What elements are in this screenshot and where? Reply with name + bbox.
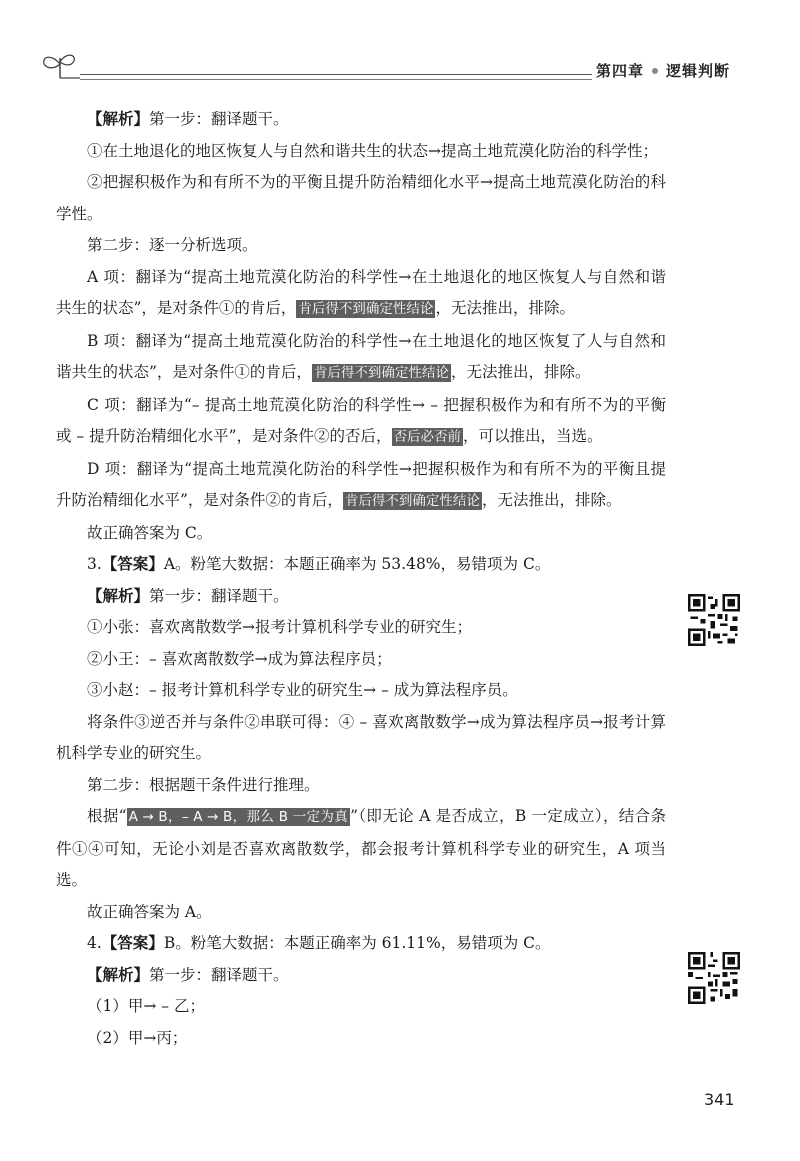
highlight: 肯后得不到确定性结论 xyxy=(313,365,449,381)
step-text: 第一步：翻译题干。 xyxy=(149,110,289,128)
option-text: ，无法推出，排除。 xyxy=(435,299,575,317)
highlight: 肯后得不到确定性结论 xyxy=(344,493,480,509)
q3-chain: 将条件③逆否并与条件②串联可得：④ – 喜欢离散数学→成为算法程序员→报考计算机科学专业的研究生。 xyxy=(56,712,666,762)
answer-text: B。粉笔大数据：本题正确率为 61.11%，易错项为 C。 xyxy=(163,934,551,952)
chapter-title xyxy=(596,60,730,81)
question-number: 3. xyxy=(87,555,102,573)
q3-reasoning xyxy=(56,801,666,897)
header-rule xyxy=(80,74,592,75)
highlight: A → B，– A → B，那么 B 一定为真 xyxy=(128,809,349,825)
option-text: C 项：翻译为“– 提高土地荒漠化防治的科学性→ – 把握积极作为和有所不为的平衡或 – 提升防治精细化水平”，是对条件②的否后， xyxy=(56,395,666,445)
reasoning-text: 根据“ xyxy=(87,807,127,825)
q3-condition-3: ③小赵：– 报考计算机科学专业的研究生→ – 成为算法程序员。 xyxy=(87,681,518,699)
sprout-icon xyxy=(40,48,80,80)
q2-condition-2: ②把握积极作为和有所不为的平衡且提升防治精细化水平→提高土地荒漠化防治的科学性。 xyxy=(56,173,666,223)
q2-option-b xyxy=(56,326,666,390)
q2-option-a xyxy=(56,262,666,326)
q2-step-2: 第二步：逐一分析选项。 xyxy=(87,236,258,254)
jiexi-label: 【解析】 xyxy=(87,586,150,605)
page-number: 341 xyxy=(704,1090,735,1109)
step-text: 第一步：翻译题干。 xyxy=(149,586,289,605)
jiexi-label: 【解析】 xyxy=(87,965,150,984)
q4-answer-line xyxy=(56,928,666,960)
answer-label: 【答案】 xyxy=(101,555,164,573)
jiexi-label: 【解析】 xyxy=(87,110,150,128)
option-text: ，无法推出，排除。 xyxy=(481,491,622,509)
q3-answer-line xyxy=(56,549,666,581)
q4-line-1: （1）甲→ – 乙； xyxy=(87,997,205,1015)
highlight: 否后必否前 xyxy=(393,429,462,445)
qr-code-icon xyxy=(688,594,740,646)
q3-condition-1: ①小张：喜欢离散数学→报考计算机科学专业的研究生； xyxy=(87,618,472,636)
highlight: 肯后得不到确定性结论 xyxy=(298,301,434,317)
q4-line-2: （2）甲→丙； xyxy=(87,1028,188,1047)
option-text: D 项：翻译为“提高土地荒漠化防治的科学性→把握积极作为和有所不为的平衡且提升防治精细化水平”，是对条件②的肯后， xyxy=(56,459,666,509)
q4-jiexi xyxy=(56,960,666,992)
q2-answer: 故正确答案为 C。 xyxy=(87,523,213,542)
chapter-number: 第四章 xyxy=(596,62,645,80)
option-text: ，可以推出，当选。 xyxy=(463,427,603,445)
q3-jiexi xyxy=(56,581,666,613)
qr-code-icon xyxy=(688,952,740,1004)
answer-text: A。粉笔大数据：本题正确率为 53.48%，易错项为 C。 xyxy=(163,555,551,573)
q2-condition-1: ①在土地退化的地区恢复人与自然和谐共生的状态→提高土地荒漠化防治的科学性； xyxy=(87,141,658,160)
option-text: ，无法推出，排除。 xyxy=(450,363,591,381)
separator-dot xyxy=(652,68,658,74)
q2-option-d xyxy=(56,454,666,518)
q3-condition-2: ②小王：– 喜欢离散数学→成为算法程序员； xyxy=(87,649,392,668)
q3-answer: 故正确答案为 A。 xyxy=(87,902,212,921)
option-text: B 项：翻译为“提高土地荒漠化防治的科学性→在土地退化的地区恢复了人与自然和谐共生的状态”，是对条件①的肯后， xyxy=(56,331,666,381)
header-rule-thin xyxy=(80,79,592,80)
page-content xyxy=(56,104,666,1054)
q3-step-2: 第二步：根据题干条件进行推理。 xyxy=(87,775,320,794)
question-number: 4. xyxy=(87,934,102,952)
reasoning-text: ”（即无论 A 是否成立，B 一定成立），结合条件①④可知，无论小刘是否喜欢离散数学，都会报考计算机科学专业的研究生，A 项当选。 xyxy=(56,807,666,889)
option-text: A 项：翻译为“提高土地荒漠化防治的科学性→在土地退化的地区恢复人与自然和谐共生的状态”，是对条件①的肯后， xyxy=(56,267,666,317)
page-header xyxy=(0,0,800,100)
chapter-name: 逻辑判断 xyxy=(666,62,731,80)
answer-label: 【答案】 xyxy=(101,934,164,952)
q2-option-c xyxy=(56,390,666,454)
q2-jiexi xyxy=(56,104,666,136)
step-text: 第一步：翻译题干。 xyxy=(149,965,289,984)
